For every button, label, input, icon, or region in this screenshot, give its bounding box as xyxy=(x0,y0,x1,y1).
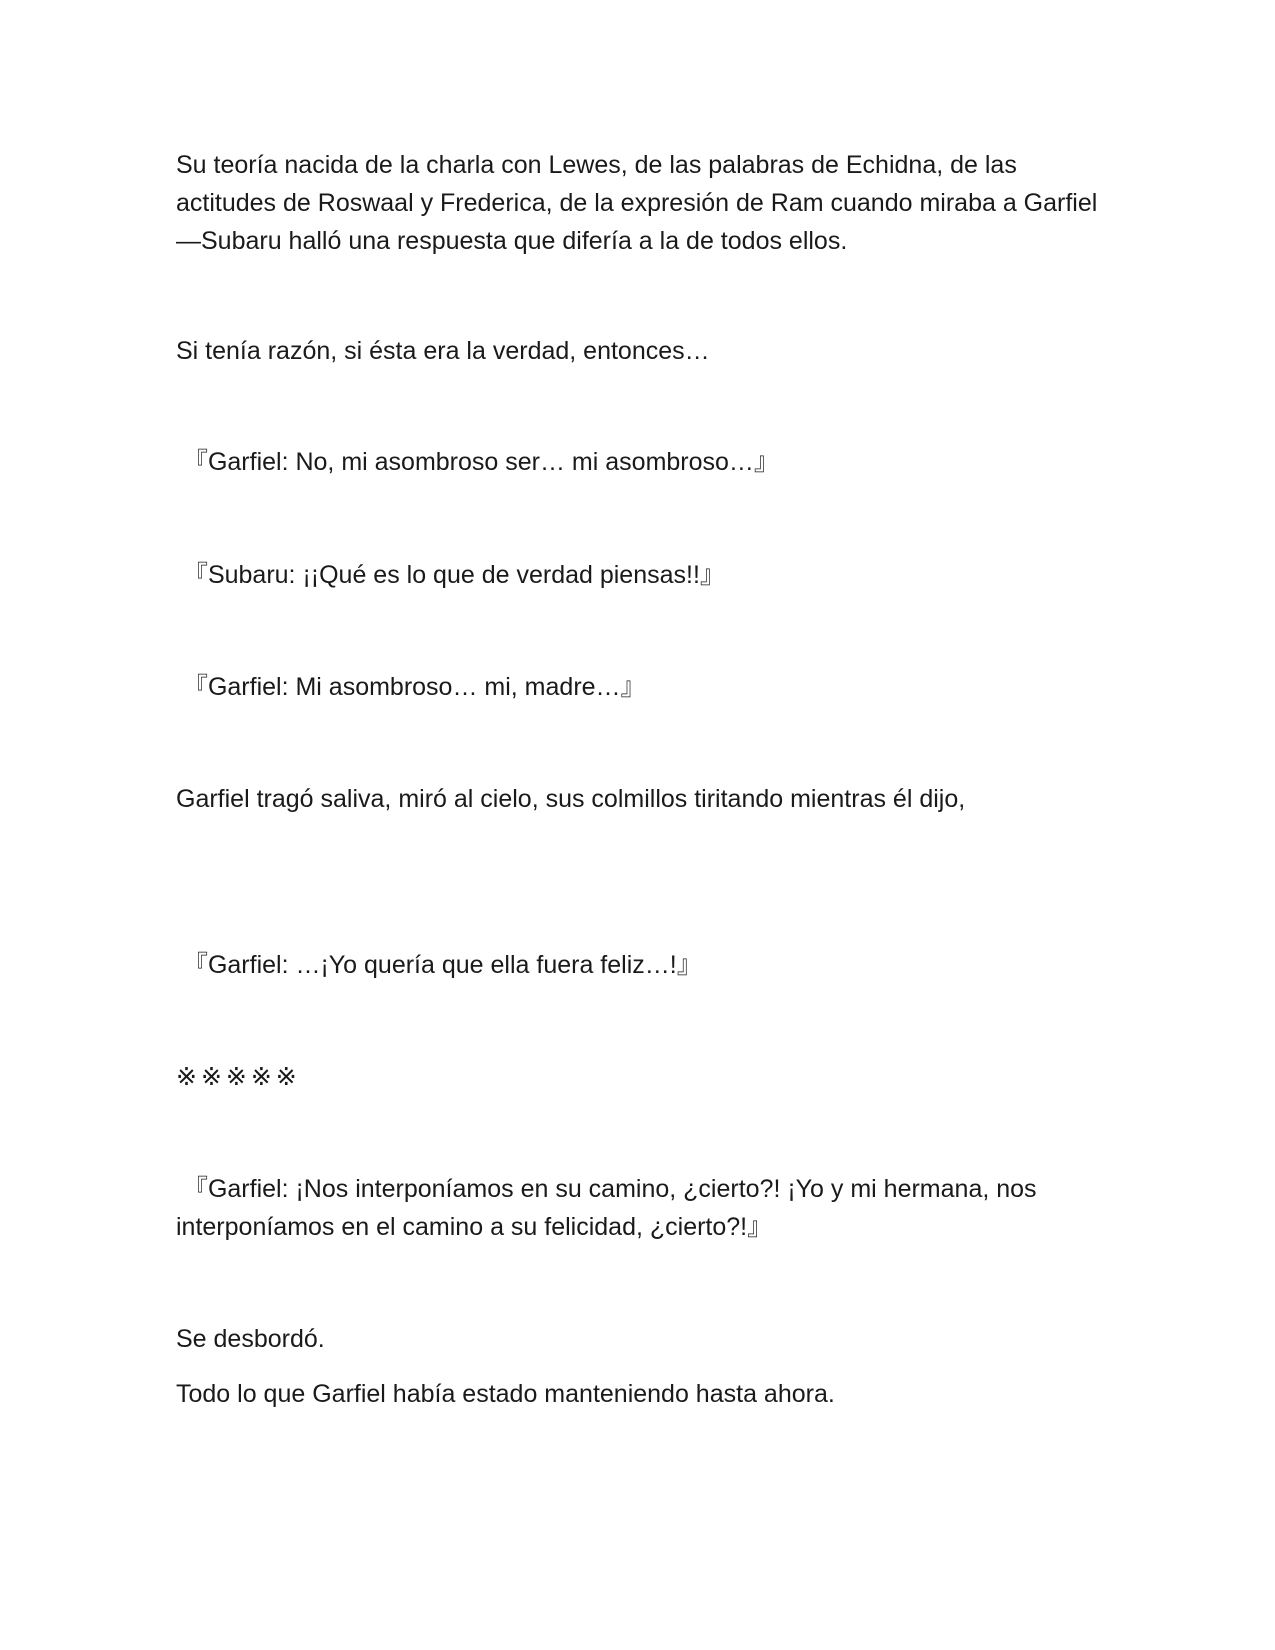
paragraph-theory: Su teoría nacida de la charla con Lewes, de las palabras de Echidna, de las actitudes de Roswaal y Frederica, de la expresión de Ram cuando miraba a Garfiel—Subaru halló una respuesta que difería a la de todos ellos. xyxy=(176,151,1098,255)
paragraph-garfiel-swallowed: Garfiel tragó saliva, miró al cielo, sus colmillos tiritando mientras él dijo, xyxy=(176,785,966,813)
dialogue-garfiel-3: 『Garfiel: …¡Yo quería que ella fuera feliz…!』 xyxy=(176,951,702,979)
dialogue-garfiel-1: 『Garfiel: No, mi asombroso ser… mi asombroso…』 xyxy=(176,448,779,476)
paragraph-everything: Todo lo que Garfiel había estado manteniendo hasta ahora. xyxy=(176,1380,835,1408)
scene-break: ※※※※※ xyxy=(176,1063,301,1091)
dialogue-garfiel-2: 『Garfiel: Mi asombroso… mi, madre…』 xyxy=(176,673,646,701)
paragraph-truth: Si tenía razón, si ésta era la verdad, entonces… xyxy=(176,337,710,365)
dialogue-subaru: 『Subaru: ¡¡Qué es lo que de verdad piensas!!』 xyxy=(176,561,725,589)
dialogue-garfiel-4: 『Garfiel: ¡Nos interponíamos en su camino, ¿cierto?! ¡Yo y mi hermana, nos interponíamos en el camino a su felicidad, ¿cierto?!』 xyxy=(176,1175,1037,1241)
paragraph-overflowed: Se desbordó. xyxy=(176,1325,325,1353)
